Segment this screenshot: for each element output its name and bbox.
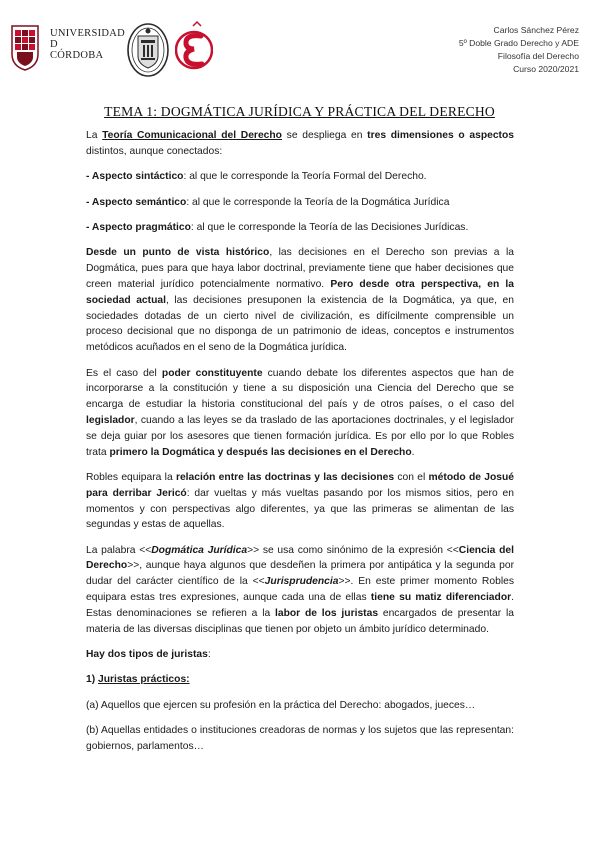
paragraph	[86, 366, 514, 461]
text-run: >> se usa como sinónimo de la expresión <<	[247, 544, 459, 556]
degree: 5º Doble Grado Derecho y ADE	[458, 38, 579, 48]
text-run: (b) Aquellas entidades o instituciones creadoras de normas y los sujetos que las representan: gobiernos, parlamentos…	[86, 725, 514, 753]
paragraph	[86, 195, 514, 211]
emphasized-text: Pero desde otra perspectiva, en la sociedad actual	[86, 278, 514, 306]
text-run: , cuando a las leyes se da traslado de las aportaciones doctrinales, y el legislador se deja guiar por los asesores que tienen formación jurídica. Es por ello por lo que Robles trata	[86, 414, 514, 458]
text-run: >>, aunque haya algunos que desdeñen la primera por antipática y la segunda por dudar del carácter científico de la <<	[86, 560, 514, 588]
emphasized-text: método de Josué para derribar Jericó	[86, 471, 514, 499]
university-line: UNIVERSIDAD	[50, 28, 126, 39]
author-info	[459, 24, 579, 76]
paragraph	[86, 723, 514, 755]
emphasized-text: labor de los juristas	[275, 607, 379, 619]
text-run: encargados de presentar la materia de las diversas disciplinas que tienen por objeto un ámbito jurídico determinado.	[86, 607, 514, 635]
uco-shield-icon	[10, 24, 40, 72]
text-run: : al que le corresponde la Teoría Formal del Derecho.	[183, 171, 427, 183]
text-run: Es el caso del	[86, 367, 162, 379]
text-run: La	[86, 130, 103, 141]
emphasized-text: Hay dos tipos de juristas	[86, 649, 208, 661]
text-run: : al que le corresponde la Teoría de las Decisiones Jurídicas.	[190, 221, 469, 233]
university-name	[50, 28, 125, 61]
text-run: . Estas denominaciones se refieren a la	[86, 592, 514, 619]
emphasized-text: Ciencia del Derecho	[86, 544, 514, 572]
university-of-cordoba-logo	[10, 22, 126, 80]
subject: Filosofía del Derecho	[497, 51, 579, 61]
paragraph	[86, 698, 514, 714]
text-run: (a) Aquellos que ejercen su profesión en la práctica del Derecho: abogados, jueces…	[86, 699, 476, 711]
text-run: , las decisiones presuponen la existencia de la Dogmática, ya que, en sociedades dotadas de un cierto nivel de civilización, es difícilmente comprensible un proceso decisional que no disponga de un patrimonio de ideas, conceptos e instrumentos metódicos acuñados en el seno de la Dogmática jurídica.	[86, 294, 514, 354]
text-run: : al que le corresponde la Teoría de la Dogmática Jurídica	[186, 196, 450, 208]
author-name: Carlos Sánchez Pérez	[493, 25, 579, 35]
academic-year: Curso 2020/2021	[513, 64, 579, 74]
text-run: , las decisiones en el Derecho son previas a la Dogmática, pues para que haya labor doctrinal, previamente tiene que haber decisiones que creen material jurídico potencialmente normativo.	[86, 247, 514, 290]
text-run: : dar vueltas y más vueltas pasando por los mismos sitios, pero en momentos y con perspectivas algo diferentes, ya que las primeras se alimentan de las segundas y estas de aquellas.	[86, 487, 514, 531]
emphasized-text: 1)	[86, 674, 99, 686]
paragraph	[86, 543, 514, 638]
emphasized-text: poder constituyente	[161, 367, 263, 379]
text-run: cuando debate los diferentes aspectos que han de incorporarse a la constitución y tiene a su disposición una Ciencia del Derecho que se encarga de estudiar la historia constitucional del país y de otros países, o el caso del	[86, 367, 514, 411]
paragraph	[86, 169, 514, 185]
university-line: D	[50, 39, 58, 50]
text-run: .	[411, 446, 415, 458]
emphasized-text: Juristas prácticos:	[98, 674, 190, 686]
emphasized-text: - Aspecto semántico	[86, 196, 187, 208]
emphasized-text: legislador	[86, 414, 135, 426]
document-body	[86, 128, 514, 764]
emphasized-text: Teoría Comunicacional del Derecho	[102, 130, 282, 141]
emphasized-text: Desde un punto de vista histórico	[86, 247, 270, 259]
faculty-seal-icon	[126, 22, 170, 78]
faculty-e-logo-icon	[175, 20, 213, 78]
document-header	[0, 14, 599, 84]
page-title: TEMA 1: DOGMÁTICA JURÍDICA Y PRÁCTICA DEL DERECHO	[104, 104, 495, 119]
text-run: distintos, aunque conectados:	[86, 145, 223, 157]
paragraph	[86, 245, 514, 356]
text-run: La palabra <<	[86, 544, 152, 556]
emphasized-text: relación entre las doctrinas y las decisiones	[175, 471, 395, 483]
emphasized-text: tiene su matiz diferenciador	[370, 592, 512, 604]
emphasized-text: - Aspecto pragmático	[86, 221, 191, 233]
emphasized-text: Jurisprudencia	[264, 576, 339, 588]
text-run: con el	[394, 471, 429, 483]
emphasized-text: - Aspecto sintáctico	[86, 171, 184, 183]
emphasized-text: primero la Dogmática y después las decisiones en el Derecho	[109, 446, 412, 458]
paragraph	[86, 672, 514, 688]
emphasized-text: tres dimensiones o aspectos	[367, 130, 515, 141]
paragraph	[86, 647, 514, 663]
paragraph	[86, 470, 514, 533]
university-line: CÓRDOBA	[50, 50, 104, 61]
text-run: >>. En este primer momento Robles equipara estas tres expresiones, aunque cada una de ellas	[86, 576, 514, 604]
paragraph	[86, 128, 514, 160]
text-run: Robles equipara la	[86, 471, 176, 483]
text-run: se despliega en	[281, 130, 368, 141]
paragraph	[86, 220, 514, 236]
emphasized-text: Dogmática Jurídica	[151, 544, 248, 556]
text-run: :	[207, 649, 211, 661]
